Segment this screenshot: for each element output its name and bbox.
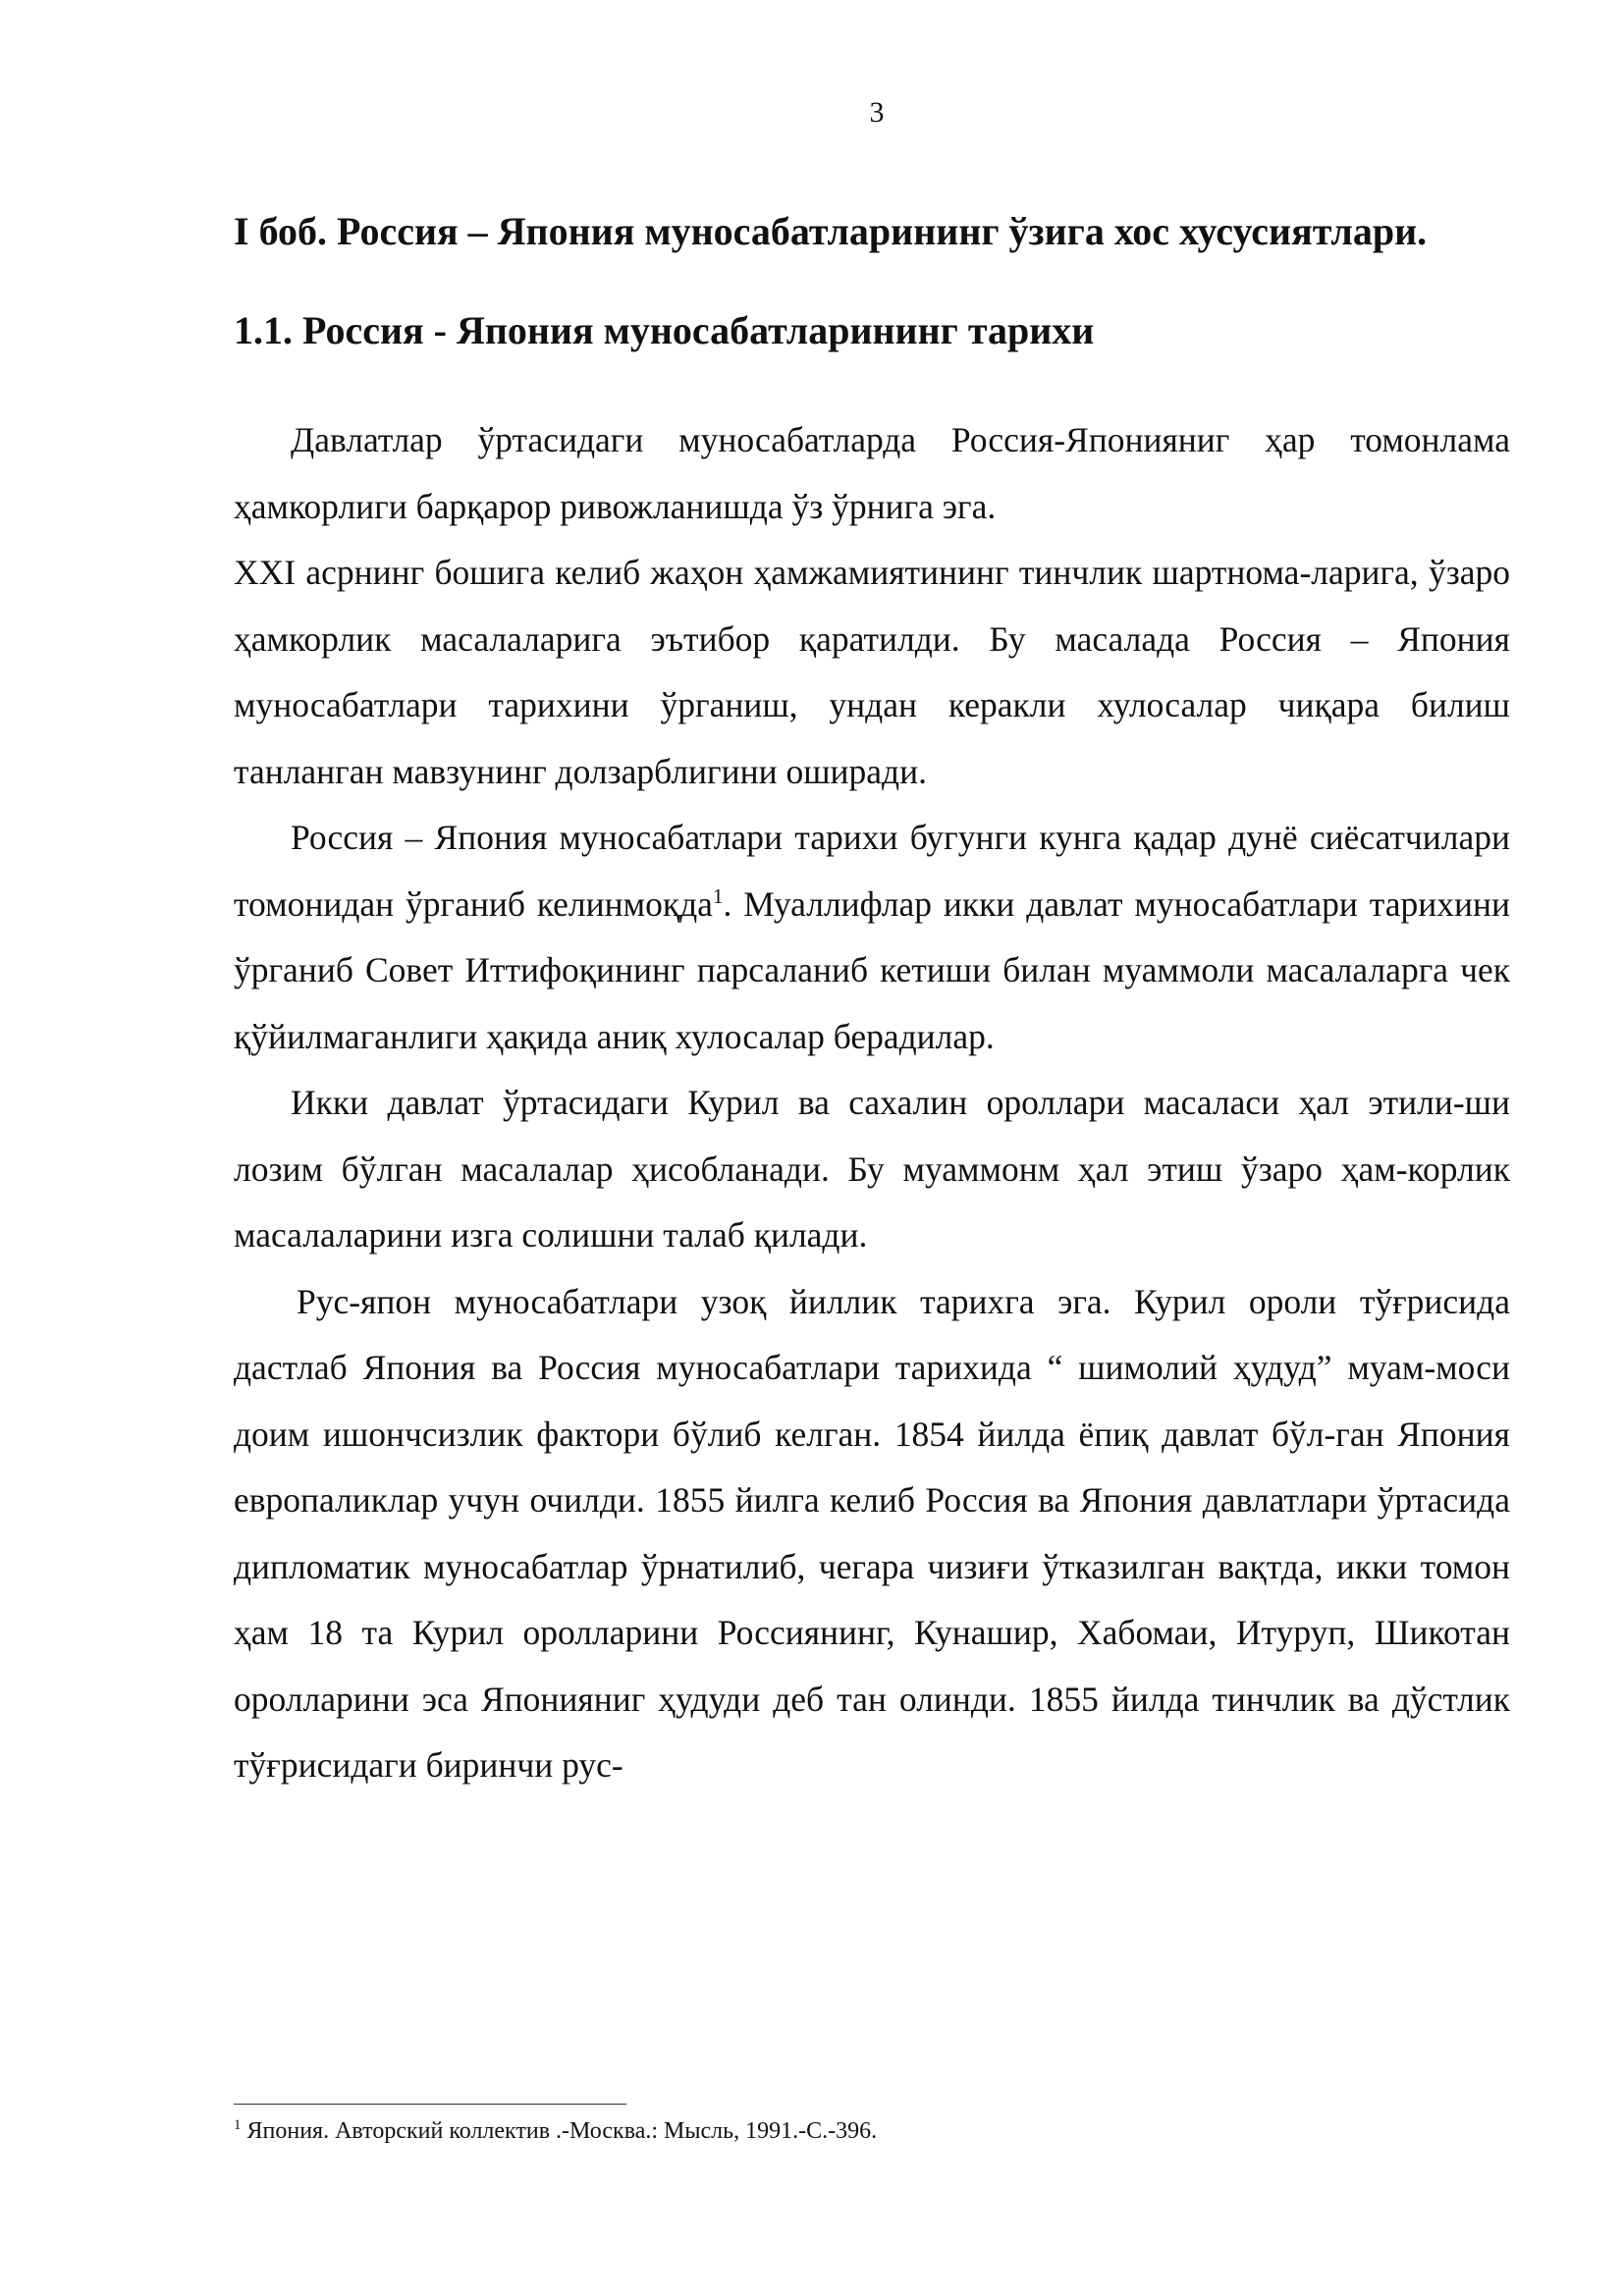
body-text [234,407,1510,1799]
footnote-separator [234,2104,626,2105]
footnote-marker: 1 [234,2117,242,2133]
paragraph-text: . Муаллифлар икки давлат муносабатлари тарихини ўрганиб Совет Иттифоқининг парсаланиб кетиши билан муаммоли масалаларга чек қўйилмаганлиги ҳақида аниқ хулосалар берадилар. [234,883,1510,1056]
footnote-reference[interactable]: 1 [712,883,724,908]
paragraph [234,805,1510,1070]
page-content [234,208,1510,1799]
paragraph: Давлатлар ўртасидаги муносабатларда Россия-Японияниг ҳар томонлама ҳамкорлиги барқарор ривожланишда ўз ўрнига эга. [234,420,1510,526]
paragraph: XXI асрнинг бошига келиб жаҳон ҳамжамиятининг тинчлик шартнома-ларига, ўзаро ҳамкорлик масалаларига эътибор қаратилди. Бу масалада Россия – Япония муносабатлари тарихини ўрганиш, ундан керакли хулосалар чиқара билиш танланган мавзунинг долзарблигини оширади. [234,553,1510,791]
paragraph: Рус-япон муносабатлари узоқ йиллик тарихга эга. Курил ороли тўғрисида дастлаб Япония ва Россия муносабатлари тарихида “ шимолий ҳудуд” муам-моси доим ишончсизлик фактори бўлиб келган. 1854 йилда ёпиқ давлат бўл-ган Япония европаликлар учун очилди. 1855 йилга келиб Россия ва Япония давлатлари ўртасида дипломатик муносабатлар ўрнатилиб, чегара чизиғи ўтказилган вақтда, икки томон ҳам 18 та Курил оролларини Россиянинг, Кунашир, Хабомаи, Итуруп, Шикотан оролларини эса Японияниг ҳудуди деб тан олинди. 1855 йилда тинчлик ва дўстлик тўғрисидаги биринчи рус- [234,1281,1510,1785]
footnote-text: Япония. Авторский коллектив .-Москва.: Мысль, 1991.-С.-396. [241,2118,878,2144]
section-title: 1.1. Россия - Япония муносабатларининг тарихи [234,308,1095,352]
paragraph: Икки давлат ўртасидаги Курил ва сахалин ороллари масаласи ҳал этили-ши лозим бўлган масалалар ҳисобланади. Бу муаммонм ҳал этиш ўзаро ҳам-корлик масалаларини изга солишни талаб қилади. [234,1083,1510,1255]
chapter-title: I боб. Россия – Япония муносабатларининг ўзига хос хусусиятлари. [234,209,1428,253]
page-number: 3 [869,96,885,129]
paragraph-text: Россия – Япония муносабатлари тарихи бугунги кунга қадар дунё сиёсатчилари томонидан ўрганиб келинмоқда [234,818,1510,924]
footnote [234,2116,1510,2146]
